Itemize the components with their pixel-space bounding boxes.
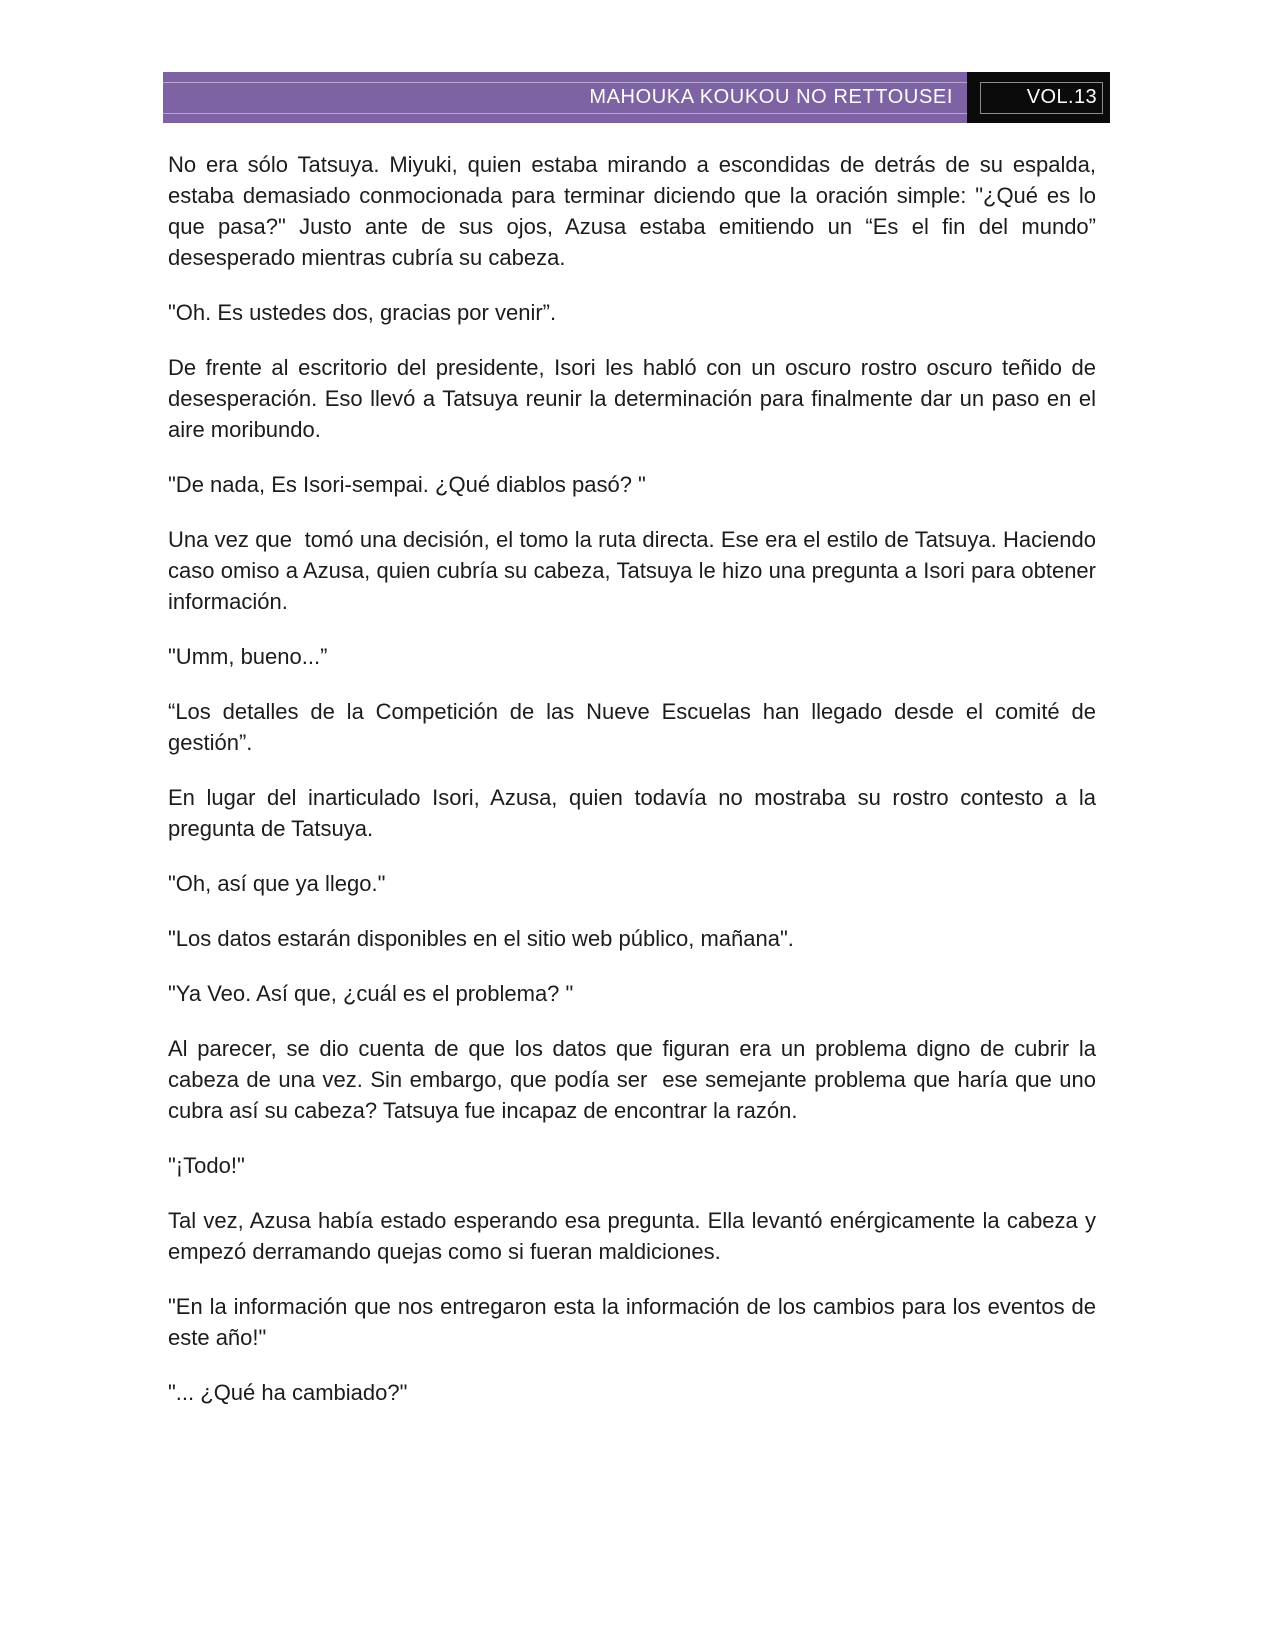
header-title: MAHOUKA KOUKOU NO RETTOUSEI <box>589 86 953 108</box>
paragraph: Tal vez, Azusa había estado esperando esa pregunta. Ella levantó enérgicamente la cabeza y empezó derramando quejas como si fueran maldiciones. <box>168 1208 1103 1264</box>
paragraph: Una vez que tomó una decisión, el tomo la ruta directa. Ese era el estilo de Tatsuya. Haciendo caso omiso a Azusa, quien cubría su cabeza, Tatsuya le hizo una pregunta a Isori para obtener información. <box>168 527 1103 614</box>
paragraph: "Los datos estarán disponibles en el sitio web público, mañana". <box>168 926 794 951</box>
paragraph: "... ¿Qué ha cambiado?" <box>168 1380 408 1405</box>
paragraph: "¡Todo!" <box>168 1153 245 1178</box>
paragraph: En lugar del inarticulado Isori, Azusa, quien todavía no mostraba su rostro contesto a la pregunta de Tatsuya. <box>168 785 1103 841</box>
body-text <box>168 149 1103 1432</box>
paragraph: De frente al escritorio del presidente, Isori les habló con un oscuro rostro oscuro teñido de desesperación. Eso llevó a Tatsuya reunir la determinación para finalmente dar un paso en el aire moribundo. <box>168 355 1103 442</box>
paragraph: "Umm, bueno...” <box>168 644 328 669</box>
header-volume-box <box>967 72 1110 123</box>
header-title-band <box>163 72 967 123</box>
paragraph: Al parecer, se dio cuenta de que los datos que figuran era un problema digno de cubrir la cabeza de una vez. Sin embargo, que podía ser ese semejante problema que haría que uno cubra así su cabeza? Tatsuya fue incapaz de encontrar la razón. <box>168 1036 1103 1123</box>
paragraph: “Los detalles de la Competición de las Nueve Escuelas han llegado desde el comité de gestión”. <box>168 699 1103 755</box>
paragraph: "Oh. Es ustedes dos, gracias por venir”. <box>168 300 557 325</box>
paragraph: "Oh, así que ya llego." <box>168 871 386 896</box>
header-volume-label: VOL.13 <box>1026 86 1097 108</box>
paragraph: "En la información que nos entregaron esta la información de los cambios para los eventos de este año!" <box>168 1294 1103 1350</box>
paragraph: "De nada, Es Isori-sempai. ¿Qué diablos pasó? " <box>168 472 646 497</box>
paragraph: "Ya Veo. Así que, ¿cuál es el problema? " <box>168 981 574 1006</box>
paragraph: No era sólo Tatsuya. Miyuki, quien estaba mirando a escondidas de detrás de su espalda, estaba demasiado conmocionada para terminar diciendo que la oración simple: "¿Qué es lo que pasa?" Justo ante de sus ojos, Azusa estaba emitiendo un “Es el fin del mundo” desesperado mientras cubría su cabeza. <box>168 152 1103 270</box>
page-header <box>163 72 1110 123</box>
